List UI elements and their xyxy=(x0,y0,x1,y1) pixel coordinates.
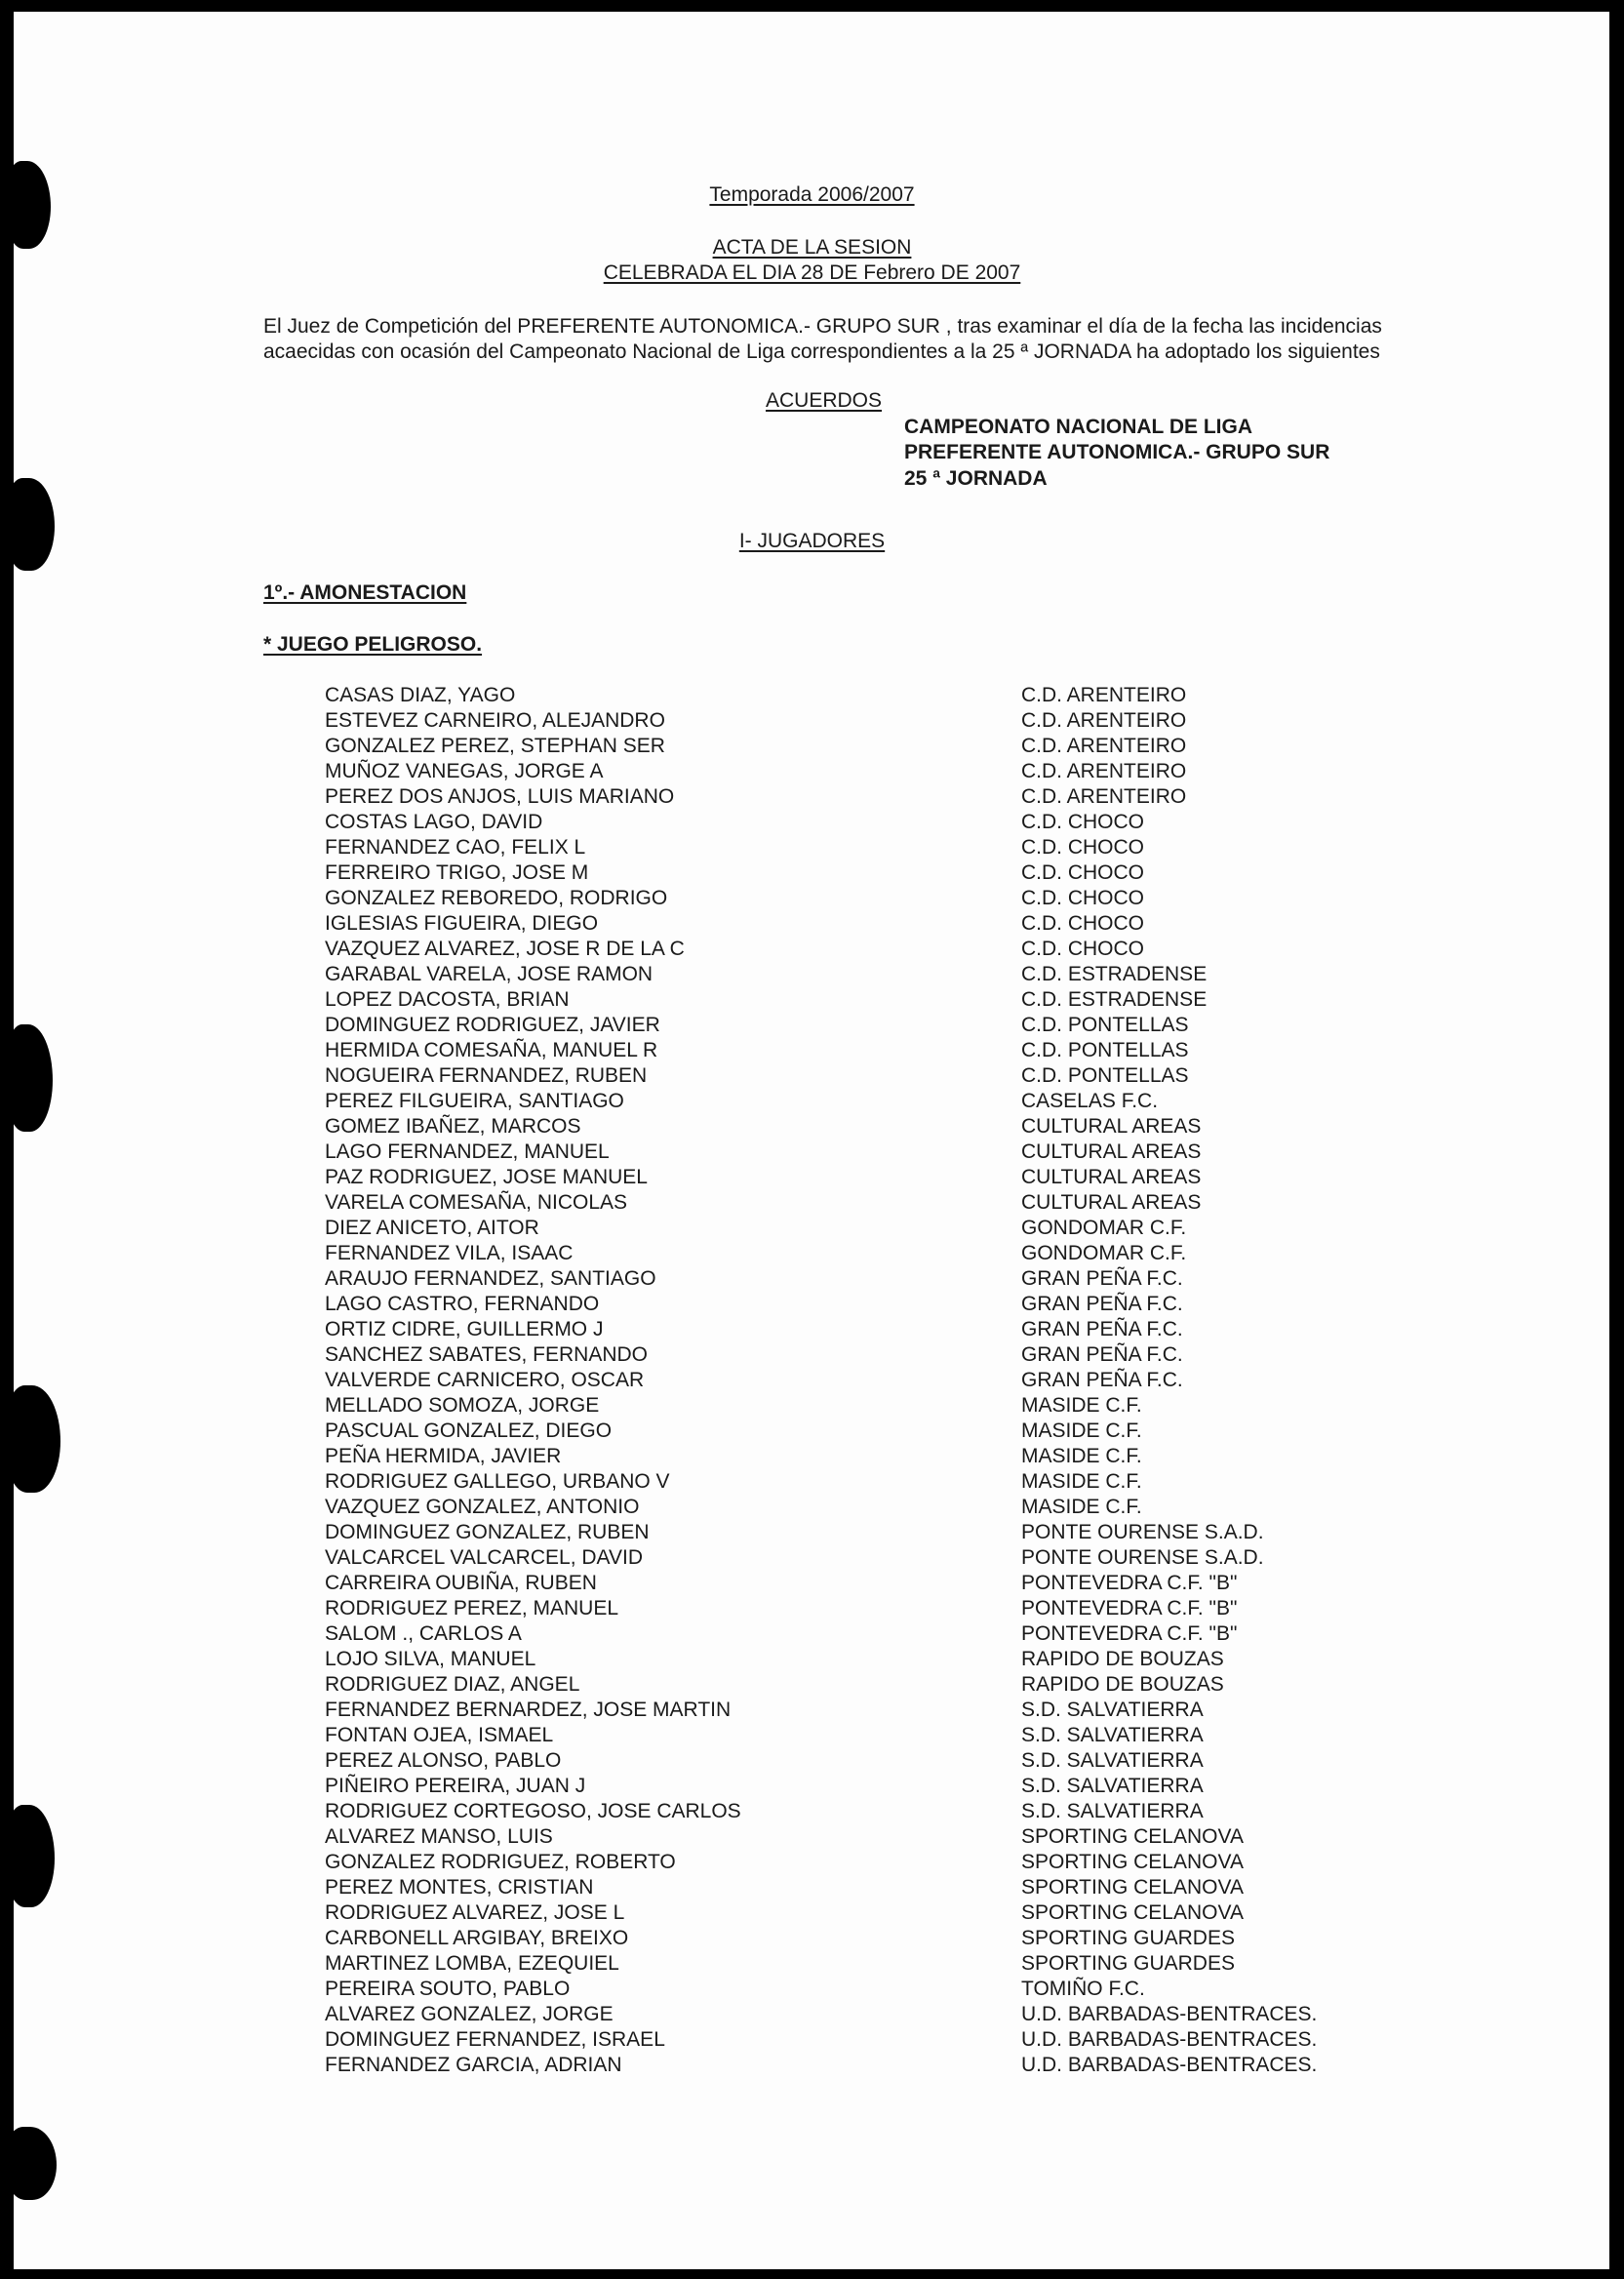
player-row xyxy=(0,860,1624,886)
player-row xyxy=(0,784,1624,810)
player-name: GOMEZ IBAÑEZ, MARCOS xyxy=(325,1115,581,1138)
player-row xyxy=(0,708,1624,734)
player-club: RAPIDO DE BOUZAS xyxy=(1021,1648,1224,1670)
player-name: FERNANDEZ GARCIA, ADRIAN xyxy=(325,2054,622,2076)
player-club: U.D. BARBADAS-BENTRACES. xyxy=(1021,2054,1318,2076)
season-heading: Temporada 2006/2007 xyxy=(709,183,915,206)
player-name: PEREZ ALONSO, PABLO xyxy=(325,1749,562,1772)
player-name: ESTEVEZ CARNEIRO, ALEJANDRO xyxy=(325,709,665,732)
intro-line-1: El Juez de Competición del PREFERENTE AUTONOMICA.- GRUPO SUR , tras examinar el día de la fecha las incidencias xyxy=(263,315,1382,338)
player-club: C.D. ARENTEIRO xyxy=(1021,684,1187,706)
player-row xyxy=(0,1469,1624,1495)
player-row xyxy=(0,1089,1624,1114)
player-club: GRAN PEÑA F.C. xyxy=(1021,1293,1183,1315)
player-name: PEREZ DOS ANJOS, LUIS MARIANO xyxy=(325,785,675,808)
scan-artifact xyxy=(6,478,55,571)
player-club: C.D. ARENTEIRO xyxy=(1021,735,1187,757)
player-club: GRAN PEÑA F.C. xyxy=(1021,1343,1183,1366)
player-club: MASIDE C.F. xyxy=(1021,1496,1142,1518)
player-row xyxy=(0,1140,1624,1165)
intro-line-2: acaecidas con ocasión del Campeonato Nacional de Liga correspondientes a la 25 ª JORNADA ha adoptado los siguientes xyxy=(263,340,1380,363)
player-club: C.D. CHOCO xyxy=(1021,912,1144,935)
player-name: PEREZ FILGUEIRA, SANTIAGO xyxy=(325,1090,624,1112)
player-club: C.D. PONTELLAS xyxy=(1021,1014,1189,1036)
player-name: MUÑOZ VANEGAS, JORGE A xyxy=(325,760,604,782)
player-club: C.D. CHOCO xyxy=(1021,887,1144,909)
player-name: CARREIRA OUBIÑA, RUBEN xyxy=(325,1572,597,1594)
player-name: CASAS DIAZ, YAGO xyxy=(325,684,516,706)
player-row xyxy=(0,886,1624,911)
player-club: C.D. CHOCO xyxy=(1021,811,1144,833)
player-name: RODRIGUEZ CORTEGOSO, JOSE CARLOS xyxy=(325,1800,741,1822)
player-row xyxy=(0,1520,1624,1545)
player-club: PONTE OURENSE S.A.D. xyxy=(1021,1546,1264,1569)
player-club: GONDOMAR C.F. xyxy=(1021,1217,1187,1239)
player-name: ALVAREZ MANSO, LUIS xyxy=(325,1825,553,1848)
player-name: VALCARCEL VALCARCEL, DAVID xyxy=(325,1546,643,1569)
player-name: GONZALEZ RODRIGUEZ, ROBERTO xyxy=(325,1851,676,1873)
player-row xyxy=(0,1495,1624,1520)
player-row xyxy=(0,1342,1624,1368)
player-name: PASCUAL GONZALEZ, DIEGO xyxy=(325,1419,613,1442)
player-name: LAGO CASTRO, FERNANDO xyxy=(325,1293,600,1315)
player-name: RODRIGUEZ DIAZ, ANGEL xyxy=(325,1673,580,1696)
player-name: GONZALEZ REBOREDO, RODRIGO xyxy=(325,887,668,909)
player-row xyxy=(0,1774,1624,1799)
player-club: MASIDE C.F. xyxy=(1021,1470,1142,1493)
player-club: CULTURAL AREAS xyxy=(1021,1166,1202,1188)
player-row xyxy=(0,1596,1624,1621)
player-name: FONTAN OJEA, ISMAEL xyxy=(325,1724,554,1746)
player-name: COSTAS LAGO, DAVID xyxy=(325,811,543,833)
player-row xyxy=(0,937,1624,962)
player-row xyxy=(0,1875,1624,1900)
player-name: VAZQUEZ GONZALEZ, ANTONIO xyxy=(325,1496,640,1518)
player-name: SALOM ., CARLOS A xyxy=(325,1622,522,1645)
player-name: FERNANDEZ VILA, ISAAC xyxy=(325,1242,574,1264)
player-name: ORTIZ CIDRE, GUILLERMO J xyxy=(325,1318,604,1340)
player-row xyxy=(0,1393,1624,1419)
player-club: SPORTING GUARDES xyxy=(1021,1927,1235,1949)
player-row xyxy=(0,1419,1624,1444)
player-name: FERNANDEZ CAO, FELIX L xyxy=(325,836,586,859)
player-row xyxy=(0,810,1624,835)
player-club: S.D. SALVATIERRA xyxy=(1021,1724,1204,1746)
player-name: RODRIGUEZ GALLEGO, URBANO V xyxy=(325,1470,670,1493)
player-row xyxy=(0,1977,1624,2002)
player-row xyxy=(0,1545,1624,1571)
player-name: DOMINGUEZ RODRIGUEZ, JAVIER xyxy=(325,1014,660,1036)
player-row xyxy=(0,1368,1624,1393)
player-club: C.D. ARENTEIRO xyxy=(1021,785,1187,808)
player-club: C.D. CHOCO xyxy=(1021,861,1144,884)
player-row xyxy=(0,987,1624,1013)
player-row xyxy=(0,1241,1624,1266)
player-name: PEREIRA SOUTO, PABLO xyxy=(325,1978,571,2000)
player-row xyxy=(0,1900,1624,1926)
competition-round: 25 ª JORNADA xyxy=(904,467,1048,490)
player-name: HERMIDA COMESAÑA, MANUEL R xyxy=(325,1039,658,1061)
player-name: LOJO SILVA, MANUEL xyxy=(325,1648,536,1670)
competition-group: PREFERENTE AUTONOMICA.- GRUPO SUR xyxy=(904,441,1330,463)
player-club: PONTEVEDRA C.F. "B" xyxy=(1021,1622,1238,1645)
player-club: PONTEVEDRA C.F. "B" xyxy=(1021,1572,1238,1594)
player-name: PEÑA HERMIDA, JAVIER xyxy=(325,1445,562,1467)
player-club: S.D. SALVATIERRA xyxy=(1021,1775,1204,1797)
player-row xyxy=(0,2002,1624,2027)
player-name: GARABAL VARELA, JOSE RAMON xyxy=(325,963,654,985)
acta-title: ACTA DE LA SESION xyxy=(712,236,912,259)
player-name: ALVAREZ GONZALEZ, JORGE xyxy=(325,2003,614,2025)
player-name: IGLESIAS FIGUEIRA, DIEGO xyxy=(325,912,599,935)
player-club: S.D. SALVATIERRA xyxy=(1021,1699,1204,1721)
player-name: GONZALEZ PEREZ, STEPHAN SER xyxy=(325,735,665,757)
player-name: DOMINGUEZ GONZALEZ, RUBEN xyxy=(325,1521,650,1543)
player-club: MASIDE C.F. xyxy=(1021,1419,1142,1442)
player-name: MARTINEZ LOMBA, EZEQUIEL xyxy=(325,1952,619,1975)
player-row xyxy=(0,962,1624,987)
scan-artifact xyxy=(6,2127,57,2200)
player-name: RODRIGUEZ PEREZ, MANUEL xyxy=(325,1597,619,1619)
player-row xyxy=(0,1850,1624,1875)
player-name: LOPEZ DACOSTA, BRIAN xyxy=(325,988,570,1011)
player-club: GONDOMAR C.F. xyxy=(1021,1242,1187,1264)
player-name: PEREZ MONTES, CRISTIAN xyxy=(325,1876,594,1899)
section-title: I- JUGADORES xyxy=(738,530,886,552)
player-club: C.D. ESTRADENSE xyxy=(1021,988,1208,1011)
player-club: C.D. CHOCO xyxy=(1021,938,1144,960)
player-club: CASELAS F.C. xyxy=(1021,1090,1159,1112)
player-row xyxy=(0,1748,1624,1774)
player-club: MASIDE C.F. xyxy=(1021,1445,1142,1467)
player-club: GRAN PEÑA F.C. xyxy=(1021,1369,1183,1391)
player-club: U.D. BARBADAS-BENTRACES. xyxy=(1021,2028,1318,2051)
player-name: CARBONELL ARGIBAY, BREIXO xyxy=(325,1927,629,1949)
player-club: CULTURAL AREAS xyxy=(1021,1140,1202,1163)
player-name: FERNANDEZ BERNARDEZ, JOSE MARTIN xyxy=(325,1699,732,1721)
player-club: S.D. SALVATIERRA xyxy=(1021,1749,1204,1772)
player-row xyxy=(0,1672,1624,1698)
player-name: VARELA COMESAÑA, NICOLAS xyxy=(325,1191,628,1214)
player-club: SPORTING CELANOVA xyxy=(1021,1851,1244,1873)
player-club: SPORTING CELANOVA xyxy=(1021,1825,1244,1848)
player-row xyxy=(0,734,1624,759)
player-club: C.D. PONTELLAS xyxy=(1021,1039,1189,1061)
player-club: C.D. ARENTEIRO xyxy=(1021,709,1187,732)
player-club: C.D. PONTELLAS xyxy=(1021,1064,1189,1087)
player-row xyxy=(0,1038,1624,1063)
player-name: PIÑEIRO PEREIRA, JUAN J xyxy=(325,1775,586,1797)
player-name: NOGUEIRA FERNANDEZ, RUBEN xyxy=(325,1064,648,1087)
player-club: C.D. ESTRADENSE xyxy=(1021,963,1208,985)
player-club: CULTURAL AREAS xyxy=(1021,1115,1202,1138)
player-club: CULTURAL AREAS xyxy=(1021,1191,1202,1214)
player-row xyxy=(0,1951,1624,1977)
player-club: PONTEVEDRA C.F. "B" xyxy=(1021,1597,1238,1619)
player-name: RODRIGUEZ ALVAREZ, JOSE L xyxy=(325,1901,625,1924)
player-name: MELLADO SOMOZA, JORGE xyxy=(325,1394,600,1417)
player-row xyxy=(0,1698,1624,1723)
sanction-reason: * JUEGO PELIGROSO. xyxy=(263,633,483,656)
player-name: PAZ RODRIGUEZ, JOSE MANUEL xyxy=(325,1166,648,1188)
player-club: RAPIDO DE BOUZAS xyxy=(1021,1673,1224,1696)
player-row xyxy=(0,2027,1624,2053)
player-club: PONTE OURENSE S.A.D. xyxy=(1021,1521,1264,1543)
player-row xyxy=(0,1292,1624,1317)
player-row xyxy=(0,1165,1624,1190)
player-row xyxy=(0,1571,1624,1596)
competition-name: CAMPEONATO NACIONAL DE LIGA xyxy=(904,416,1253,438)
player-row xyxy=(0,1190,1624,1216)
player-row xyxy=(0,1063,1624,1089)
player-row xyxy=(0,1621,1624,1647)
player-row xyxy=(0,1317,1624,1342)
player-row xyxy=(0,1266,1624,1292)
player-club: SPORTING GUARDES xyxy=(1021,1952,1235,1975)
player-name: FERREIRO TRIGO, JOSE M xyxy=(325,861,589,884)
player-name: LAGO FERNANDEZ, MANUEL xyxy=(325,1140,610,1163)
player-row xyxy=(0,1799,1624,1824)
session-date: CELEBRADA EL DIA 28 DE Febrero DE 2007 xyxy=(603,261,1021,284)
player-row xyxy=(0,1723,1624,1748)
player-row xyxy=(0,1444,1624,1469)
player-row xyxy=(0,683,1624,708)
player-name: VALVERDE CARNICERO, OSCAR xyxy=(325,1369,645,1391)
player-club: C.D. ARENTEIRO xyxy=(1021,760,1187,782)
player-row xyxy=(0,759,1624,784)
sanctioned-players-list xyxy=(0,683,1624,2078)
player-row xyxy=(0,1114,1624,1140)
player-row xyxy=(0,1216,1624,1241)
player-row xyxy=(0,911,1624,937)
player-club: S.D. SALVATIERRA xyxy=(1021,1800,1204,1822)
player-club: C.D. CHOCO xyxy=(1021,836,1144,859)
player-club: SPORTING CELANOVA xyxy=(1021,1901,1244,1924)
player-club: SPORTING CELANOVA xyxy=(1021,1876,1244,1899)
player-club: MASIDE C.F. xyxy=(1021,1394,1142,1417)
player-row xyxy=(0,1926,1624,1951)
player-name: VAZQUEZ ALVAREZ, JOSE R DE LA C xyxy=(325,938,685,960)
player-club: U.D. BARBADAS-BENTRACES. xyxy=(1021,2003,1318,2025)
player-row xyxy=(0,2053,1624,2078)
player-name: SANCHEZ SABATES, FERNANDO xyxy=(325,1343,648,1366)
player-club: TOMIÑO F.C. xyxy=(1021,1978,1145,2000)
player-club: GRAN PEÑA F.C. xyxy=(1021,1318,1183,1340)
player-row xyxy=(0,1013,1624,1038)
player-club: GRAN PEÑA F.C. xyxy=(1021,1267,1183,1290)
sanction-heading: 1º.- AMONESTACION xyxy=(263,581,467,604)
acuerdos-heading: ACUERDOS xyxy=(766,389,883,412)
player-name: DOMINGUEZ FERNANDEZ, ISRAEL xyxy=(325,2028,665,2051)
player-row xyxy=(0,1647,1624,1672)
player-row xyxy=(0,835,1624,860)
player-row xyxy=(0,1824,1624,1850)
player-name: ARAUJO FERNANDEZ, SANTIAGO xyxy=(325,1267,656,1290)
player-name: DIEZ ANICETO, AITOR xyxy=(325,1217,539,1239)
